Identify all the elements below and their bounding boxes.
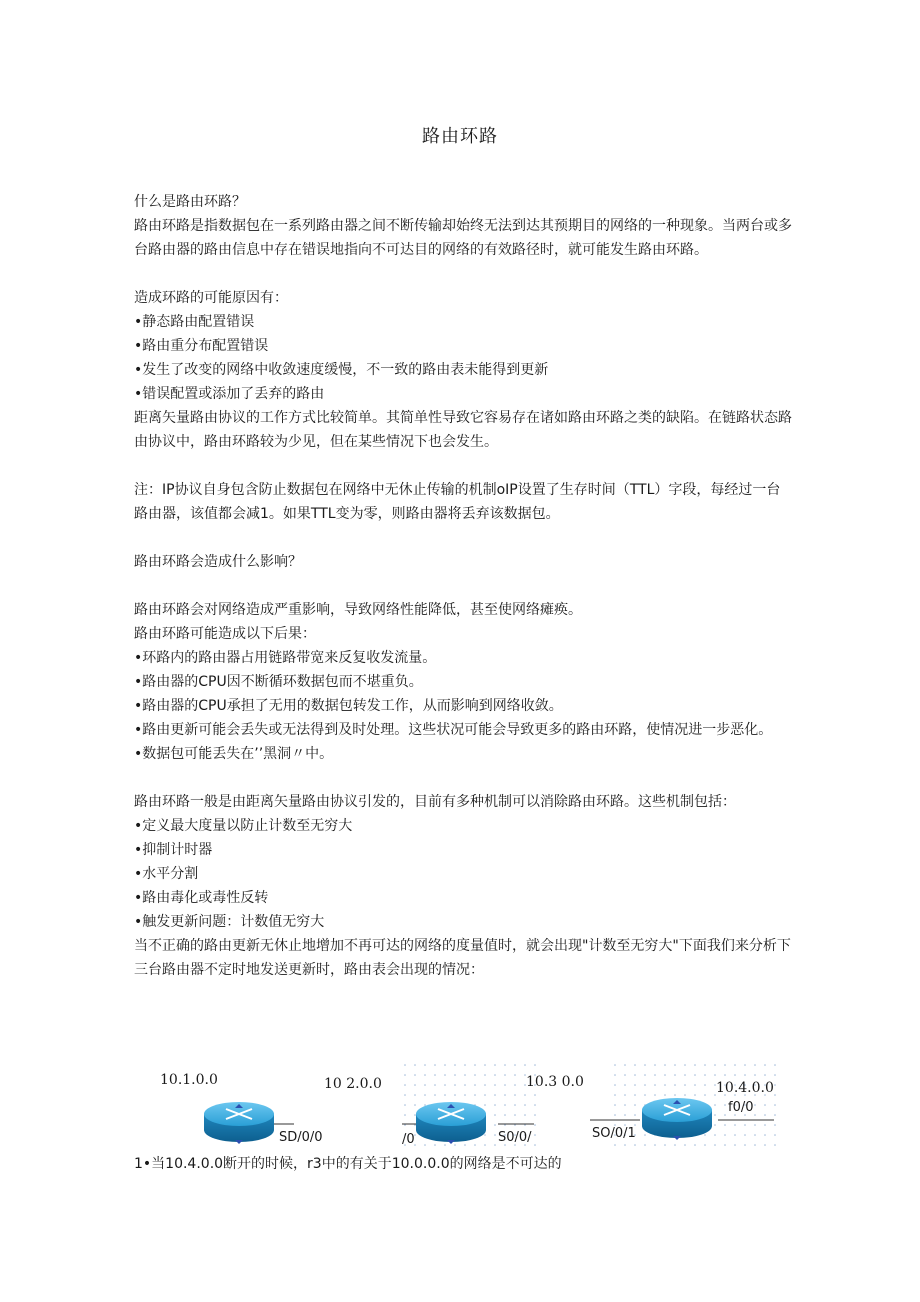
paragraph-consequences: 路由环路可能造成以下后果： [134,626,316,642]
list-item: •环路内的路由器占用链路带宽来反复收发流量。 [134,650,437,666]
list-item: •水平分割 [134,866,199,882]
paragraph-note: 注：IP协议自身包含防止数据包在网络中无休止传输的机制oIP设置了生存时间（TTL）字段，每经过一台路由器，该值都会减1。如果TTL变为零，则路由器将丢弃该数据包。 [134,482,781,522]
network-label-4: 10.4.0.0 [716,1080,774,1096]
page-title: 路由环路 [422,126,498,147]
topology-svg [134,1064,794,1154]
section-heading-causes: 造成环路的可能原因有： [134,290,288,306]
list-item: •定义最大度量以防止计数至无穷大 [134,818,353,834]
interface-label: S0/0/ [498,1130,532,1145]
list-item: •路由重分布配置错误 [134,338,269,354]
paragraph-definition: 路由环路是指数据包在一系列路由器之间不断传输却始终无法到达其预期目的网络的一种现象。当两台或多台路由器的路由信息中存在错误地指向不可达目的网络的有效路径时，就可能发生路由环路。 [134,218,792,258]
interface-label: SD/0/0 [279,1130,323,1145]
list-item: •路由器的CPU承担了无用的数据包转发工作，从而影响到网络收敛。 [134,698,563,714]
list-item: •路由更新可能会丢失或无法得到及时处理。这些状况可能会导致更多的路由环路，使情况进一步恶化。 [134,722,773,738]
router-1-icon [204,1102,274,1144]
router-topology-diagram [134,1064,794,1154]
router-2-icon [416,1102,486,1144]
list-item: •抑制计时器 [134,842,213,858]
list-item: •静态路由配置错误 [134,314,255,330]
router-3-icon [642,1098,712,1140]
network-label-2: 10 2.0.0 [324,1076,382,1092]
paragraph-impact: 路由环路会对网络造成严重影响，导致网络性能降低，甚至使网络瘫痪。 [134,602,582,618]
paragraph-step-1: 1•当10.4.0.0断开的时候，r3中的有关于10.0.0.0的网络是不可达的 [134,1156,562,1172]
paragraph-protocols: 距离矢量路由协议的工作方式比较简单。其简单性导致它容易存在诸如路由环路之类的缺陷。在链路状态路由协议中，路由环路较为少见，但在某些情况下也会发生。 [134,410,792,450]
document-body [134,190,794,982]
section-heading-impact: 路由环路会造成什么影响？ [134,554,302,570]
interface-label: /0 [402,1132,415,1147]
list-item: •数据包可能丢失在’’黑洞〃中。 [134,746,334,762]
section-heading-what: 什么是路由环路？ [134,194,246,210]
interface-label: f0/0 [728,1100,754,1115]
interface-label: SO/0/1 [592,1126,636,1141]
list-item: •错误配置或添加了丢弃的路由 [134,386,325,402]
list-item: •路由器的CPU因不断循环数据包而不堪重负。 [134,674,423,690]
list-item: •发生了改变的网络中收敛速度缓慢，不一致的路由表未能得到更新 [134,362,549,378]
paragraph-count-to-infinity: 当不正确的路由更新无休止地增加不再可达的网络的度量值时，就会出现"计数至无穷大"下面我们来分析下三台路由器不定时地发送更新时，路由表会出现的情况： [134,938,791,978]
paragraph-mechanisms: 路由环路一般是由距离矢量路由协议引发的，目前有多种机制可以消除路由环路。这些机制包括： [134,794,736,810]
network-label-3: 10.3 0.0 [526,1074,584,1090]
list-item: •触发更新问题：计数值无穷大 [134,914,325,930]
network-label-1: 10.1.0.0 [160,1072,218,1088]
list-item: •路由毒化或毒性反转 [134,890,269,906]
